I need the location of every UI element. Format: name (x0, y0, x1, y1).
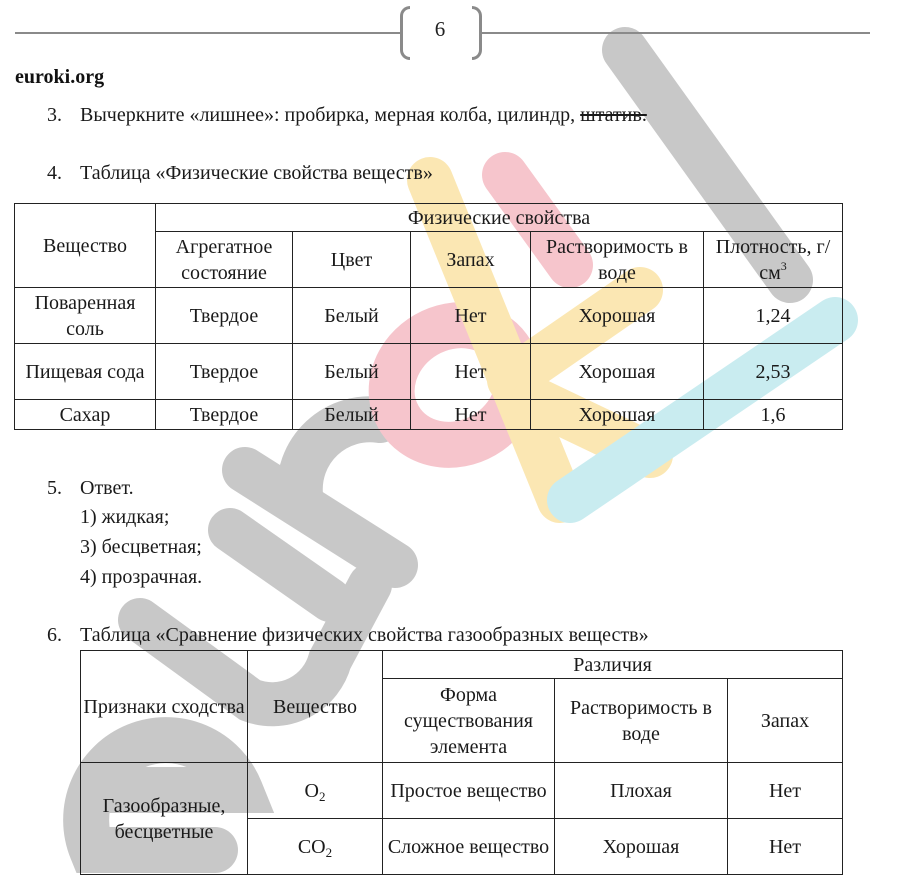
cell-state: Твердое (156, 400, 293, 430)
cell-solubility: Хорошая (531, 344, 704, 400)
cell-color: Белый (293, 344, 411, 400)
header-similarity: Признаки сходства (81, 651, 248, 763)
cell-solubility: Хорошая (531, 288, 704, 344)
task-5-title-text: Ответ. (80, 477, 134, 499)
task-4-title (47, 162, 433, 185)
header-smell: Запах (411, 232, 531, 288)
cell-formula (248, 763, 383, 819)
table-row (15, 344, 843, 400)
header-density-sup: 3 (780, 258, 787, 273)
task-3-number: 3. (47, 104, 62, 126)
header-smell: Запах (728, 679, 843, 763)
cell-smell: Нет (411, 400, 531, 430)
physical-properties-table (14, 203, 843, 430)
cell-formula (248, 819, 383, 875)
cell-solubility: Хорошая (531, 400, 704, 430)
cell-similarity: Газообразные, бесцветные (81, 763, 248, 875)
formula-sub: 2 (325, 844, 333, 860)
task-6-title-text: Таблица «Сравнение физических свойства газообразных веществ» (80, 624, 649, 646)
header-substance: Вещество (248, 651, 383, 763)
task-6-title (47, 624, 649, 647)
cell-smell: Нет (728, 763, 843, 819)
formula-sub: 2 (318, 788, 326, 804)
header-physical-properties: Физические свойства (156, 204, 843, 232)
header-solubility: Растворимость в воде (555, 679, 728, 763)
header-substance: Вещество (15, 204, 156, 288)
header-element-form: Форма существования элемента (383, 679, 555, 763)
task-4-title-text: Таблица «Физические свойства веществ» (80, 162, 433, 184)
cell-density: 2,53 (704, 344, 843, 400)
header-density (704, 232, 843, 288)
gas-comparison-table (80, 650, 843, 875)
cell-substance: Пищевая сода (15, 344, 156, 400)
header-state: Агрегатное состояние (156, 232, 293, 288)
table-row (15, 288, 843, 344)
header-solubility: Растворимость в воде (531, 232, 704, 288)
cell-color: Белый (293, 288, 411, 344)
task-3-text: Вычеркните «лишнее»: пробирка, мерная колба, цилиндр, (80, 104, 581, 126)
formula-base: CO (297, 835, 326, 858)
cell-state: Твердое (156, 288, 293, 344)
cell-color: Белый (293, 400, 411, 430)
table-row (81, 763, 843, 819)
header-differences: Различия (383, 651, 843, 679)
header-color: Цвет (293, 232, 411, 288)
cell-smell: Нет (728, 819, 843, 875)
answer-item: 4) прозрачная. (80, 566, 203, 588)
task-3-struck-word: штатив. (580, 104, 647, 126)
task-4-number: 4. (47, 162, 62, 184)
task-5-number: 5. (47, 477, 62, 499)
cell-density: 1,24 (704, 288, 843, 344)
site-name: euroki.org (15, 66, 105, 88)
header-rule-left (15, 32, 400, 34)
page-number: 6 (434, 17, 446, 41)
task-3 (47, 104, 647, 127)
cell-solubility: Хорошая (555, 819, 728, 875)
header-density-label: Плотность, г/см (715, 235, 831, 284)
cell-density: 1,6 (704, 400, 843, 430)
cell-substance: Сахар (15, 400, 156, 430)
task-6-number: 6. (47, 624, 62, 646)
task-5-title (47, 477, 134, 500)
cell-element-form: Сложное вещество (383, 819, 555, 875)
cell-element-form: Простое вещество (383, 763, 555, 819)
cell-solubility: Плохая (555, 763, 728, 819)
header-rule-right (482, 32, 870, 34)
table-row (15, 400, 843, 430)
cell-state: Твердое (156, 344, 293, 400)
answer-item: 3) бесцветная; (80, 536, 202, 558)
answer-item: 1) жидкая; (80, 506, 170, 528)
cell-substance: Поваренная соль (15, 288, 156, 344)
formula-base: O (304, 779, 319, 802)
cell-smell: Нет (411, 288, 531, 344)
cell-smell: Нет (411, 344, 531, 400)
